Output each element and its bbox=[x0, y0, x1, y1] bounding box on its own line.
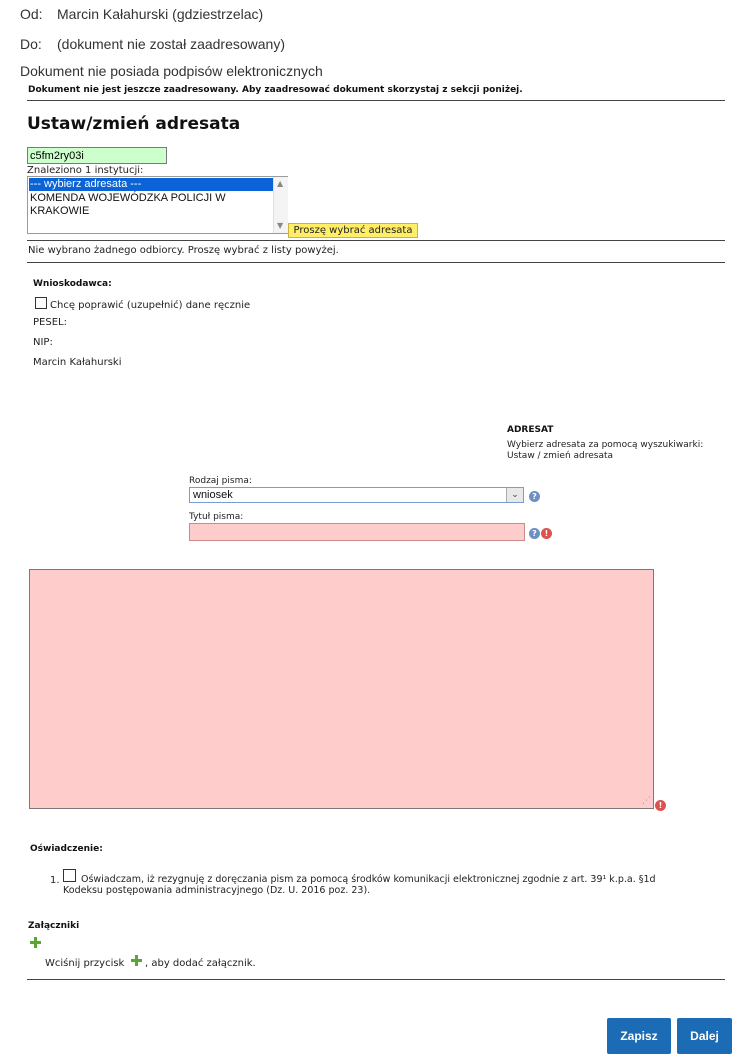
letter-title-label: Tytuł pisma: bbox=[189, 512, 244, 522]
divider bbox=[27, 979, 725, 980]
to-value: (dokument nie został zaadresowany) bbox=[57, 36, 286, 52]
scroll-up-icon[interactable]: ▲ bbox=[277, 179, 284, 188]
recipient-instruction: Wybierz adresata za pomocą wyszukiwarki: bbox=[507, 440, 704, 450]
section-title: Ustaw/zmień adresata bbox=[27, 114, 241, 134]
chevron-down-icon[interactable]: ⌄ bbox=[506, 488, 523, 502]
divider bbox=[27, 100, 725, 101]
declaration-text: Oświadczam, iż rezygnuję z doręczania pism za pomocą środków komunikacji elektronicznej zgodnie z art. 39¹ k.p.a. §1d bbox=[81, 874, 656, 885]
help-icon[interactable]: ? bbox=[529, 528, 540, 539]
plus-icon bbox=[131, 955, 142, 966]
nip-label: NIP: bbox=[33, 337, 53, 348]
option-placeholder[interactable]: --- wybierz adresata --- bbox=[29, 178, 273, 191]
error-icon: ! bbox=[541, 528, 552, 539]
address-warning: Dokument nie jest jeszcze zaadresowany. Aby zaadresować dokument skorzystaj z sekcji poniżej. bbox=[28, 85, 523, 95]
divider bbox=[27, 262, 725, 263]
manual-edit-label: Chcę poprawić (uzupełnić) dane ręcznie bbox=[50, 300, 251, 311]
no-recipient-note: Nie wybrano żadnego odbiorcy. Proszę wybrać z listy powyżej. bbox=[28, 245, 339, 256]
declaration-checkbox[interactable] bbox=[63, 869, 76, 882]
attachments-hint-start: Wciśnij przycisk bbox=[45, 958, 125, 969]
resize-handle-icon[interactable]: ⋰ bbox=[642, 796, 651, 806]
letter-type-select[interactable] bbox=[189, 487, 524, 503]
next-button[interactable]: Dalej bbox=[677, 1018, 732, 1054]
from-label: Od: bbox=[20, 6, 43, 22]
save-button[interactable]: Zapisz bbox=[607, 1018, 671, 1054]
applicant-name: Marcin Kałahurski bbox=[33, 357, 122, 368]
declaration-heading: Oświadczenie: bbox=[30, 844, 103, 854]
from-value: Marcin Kałahurski (gdziestrzelac) bbox=[57, 6, 264, 22]
recipient-heading: ADRESAT bbox=[507, 425, 554, 435]
error-icon: ! bbox=[655, 800, 666, 811]
letter-type-value: wniosek bbox=[193, 489, 233, 501]
select-addressee-tooltip: Proszę wybrać adresata bbox=[288, 223, 418, 238]
letter-type-label: Rodzaj pisma: bbox=[189, 476, 252, 486]
attachments-hint-end: , aby dodać załącznik. bbox=[145, 958, 256, 969]
scroll-down-icon[interactable]: ▼ bbox=[277, 221, 284, 230]
addressee-listbox[interactable] bbox=[27, 176, 288, 234]
divider bbox=[27, 240, 725, 241]
letter-body-textarea[interactable] bbox=[29, 569, 654, 809]
applicant-heading: Wnioskodawca: bbox=[33, 279, 112, 289]
attachments-heading: Załączniki bbox=[28, 921, 80, 931]
declaration-text-continued: Kodeksu postępowania administracyjnego (Dz. U. 2016 poz. 23). bbox=[63, 885, 371, 896]
signature-note: Dokument nie posiada podpisów elektronicznych bbox=[20, 63, 323, 79]
letter-title-input[interactable] bbox=[189, 523, 525, 541]
add-attachment-icon[interactable] bbox=[30, 937, 41, 948]
manual-edit-checkbox[interactable] bbox=[35, 297, 47, 309]
found-count-text: Znaleziono 1 instytucji: bbox=[27, 165, 144, 176]
recipient-instruction-2: Ustaw / zmień adresata bbox=[507, 451, 614, 461]
declaration-number: 1. bbox=[50, 875, 60, 886]
option-komenda[interactable]: KOMENDA WOJEWÓDZKA POLICJI W KRAKOWIE bbox=[30, 192, 226, 217]
to-label: Do: bbox=[20, 36, 42, 52]
listbox-scrollbar[interactable] bbox=[273, 177, 288, 233]
pesel-label: PESEL: bbox=[33, 317, 67, 328]
help-icon[interactable]: ? bbox=[529, 491, 540, 502]
addressee-search-input[interactable] bbox=[27, 147, 167, 164]
